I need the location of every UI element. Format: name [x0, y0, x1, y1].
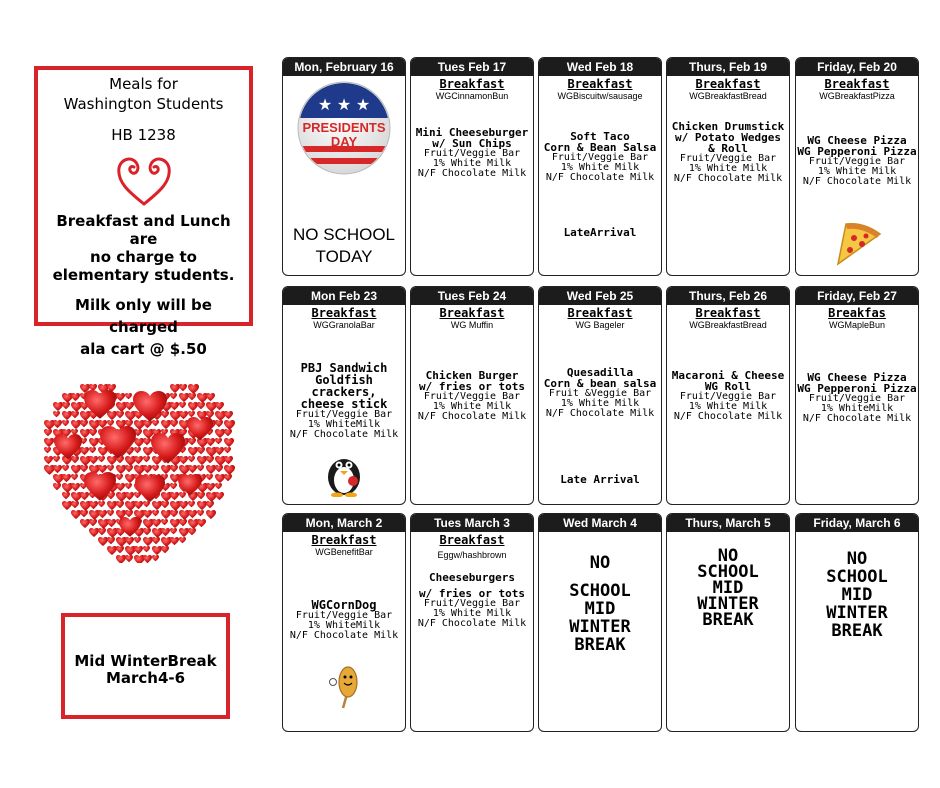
small-heart-icon [143, 555, 152, 563]
small-heart-icon [197, 492, 205, 499]
small-heart-icon [98, 465, 107, 473]
breakfast-item: WGBreakfastBread [689, 91, 767, 101]
penguin-icon [321, 449, 367, 497]
small-heart-icon [188, 438, 196, 445]
small-heart-icon [80, 519, 90, 528]
small-heart-icon [206, 510, 216, 519]
small-heart-icon [62, 492, 70, 499]
small-heart-icon [80, 429, 90, 438]
small-heart-icon [107, 510, 114, 516]
small-heart-icon [188, 402, 198, 411]
breakfast-item: WGBiscuitw/sausage [557, 91, 643, 101]
small-heart-icon [134, 546, 143, 554]
small-heart-icon [134, 492, 141, 498]
lunch-sides: Fruit/Veggie Bar 1% WhiteMilk N/F Chocolate Milk [289, 610, 399, 641]
small-heart-icon [161, 519, 168, 525]
small-heart-icon [224, 465, 235, 475]
small-heart-icon [116, 411, 124, 418]
day-card-tue-feb-24 [410, 286, 534, 505]
lunch-entree: Soft Taco Corn & Bean Salsa [543, 130, 657, 154]
no-school-break-note: NO SCHOOL MID WINTER BREAK [697, 546, 759, 630]
small-heart-icon [197, 402, 205, 409]
small-heart-icon [80, 465, 88, 472]
swirl-heart-icon [109, 152, 179, 208]
small-heart-icon [152, 555, 159, 561]
corndog-icon [327, 664, 363, 710]
small-heart-icon [152, 546, 162, 555]
day-card-wed-feb-25 [538, 286, 662, 505]
small-heart-icon [80, 492, 89, 500]
small-heart-icon [116, 393, 125, 401]
small-heart-icon [98, 537, 108, 546]
small-heart-icon [125, 555, 133, 562]
no-school-break-note: NO SCHOOL MID WINTER BREAK [826, 549, 888, 641]
small-heart-icon [143, 456, 150, 462]
lunch-entree: WGCornDog [311, 598, 377, 612]
small-heart-icon [206, 474, 213, 480]
lunch-sides: Fruit/Veggie Bar 1% White Milk N/F Chocolate Milk [673, 153, 783, 184]
small-heart-icon [62, 402, 70, 409]
breakfast-label: Breakfast [567, 306, 633, 320]
small-heart-icon [134, 438, 144, 447]
small-heart-icon [143, 447, 153, 456]
small-heart-icon [161, 528, 170, 536]
small-heart-icon [224, 456, 233, 464]
breakfast-item: WG Muffin [450, 320, 494, 330]
small-heart-icon [161, 411, 169, 418]
day-header: Tues March 3 [411, 514, 533, 532]
small-heart-icon [125, 510, 133, 517]
small-heart-icon [206, 465, 216, 474]
small-heart-icon [170, 393, 177, 399]
lunch-entree: Macaroni & Cheese WG Roll [671, 369, 785, 393]
small-heart-icon [125, 402, 134, 410]
lunch-sides: Fruit/Veggie Bar 1% White Milk N/F Chocolate Milk [545, 152, 655, 183]
small-heart-icon [197, 465, 204, 471]
small-heart-icon [143, 465, 152, 473]
small-heart-icon [224, 438, 234, 447]
small-heart-icon [197, 519, 206, 527]
winter-break-notice: Mid WinterBreak March4-6 [61, 613, 230, 719]
breakfast-item: WGGranolaBar [313, 320, 375, 330]
small-heart-icon [161, 420, 171, 429]
day-card-fri-mar-6 [795, 513, 919, 732]
small-heart-icon [152, 501, 162, 510]
small-heart-icon [71, 483, 80, 491]
small-heart-icon [152, 537, 160, 544]
day-card-thu-mar-5 [666, 513, 790, 732]
breakfast-label: Breakfast [567, 77, 633, 91]
small-heart-icon [71, 456, 79, 463]
small-heart-icon [143, 438, 151, 445]
lunch-entree: Chicken Drumstick w/ Potato Wedges & Roll [671, 120, 785, 155]
small-heart-icon [224, 429, 232, 436]
info-title: Meals for Washington Students [63, 75, 224, 113]
breakfast-label: Breakfast [439, 533, 505, 547]
small-heart-icon [44, 438, 54, 447]
badge-line1: PRESIDENTS [302, 120, 386, 135]
small-heart-icon [125, 393, 132, 399]
lunch-sides: Fruit/Veggie Bar 1% WhiteMilk N/F Chocolate Milk [802, 393, 912, 424]
small-heart-icon [125, 465, 133, 472]
small-heart-icon [170, 519, 180, 528]
small-heart-icon [143, 510, 152, 518]
small-heart-icon [152, 519, 161, 527]
small-heart-icon [44, 429, 52, 436]
small-heart-icon [224, 474, 232, 481]
small-heart-icon [215, 483, 222, 489]
lunch-entree: WG Cheese Pizza WG Pepperoni Pizza [797, 134, 917, 158]
day-card-thu-feb-26 [666, 286, 790, 505]
small-heart-icon [170, 402, 179, 410]
small-heart-icon [98, 447, 108, 456]
small-heart-icon [188, 510, 197, 518]
small-heart-icon [98, 456, 105, 462]
small-heart-icon [80, 447, 89, 455]
small-heart-icon [71, 420, 81, 429]
day-card-mon-mar-2 [282, 513, 406, 732]
small-heart-icon [179, 492, 186, 498]
small-heart-icon [71, 510, 81, 519]
small-heart-icon [206, 483, 215, 491]
lunch-sides: Fruit/Veggie Bar 1% WhiteMilk N/F Chocolate Milk [289, 409, 399, 440]
day-header: Mon, March 2 [283, 514, 405, 532]
day-header: Wed Feb 18 [539, 58, 661, 76]
small-heart-icon [107, 501, 117, 510]
small-heart-icon [143, 420, 152, 428]
breakfast-label: Breakfast [695, 306, 761, 320]
small-heart-icon [125, 492, 134, 500]
day-header: Friday, Feb 27 [796, 287, 918, 305]
small-heart-icon [116, 546, 124, 553]
small-heart-icon [71, 393, 80, 401]
small-heart-icon [107, 537, 115, 544]
no-school-note: NO SCHOOL TODAY [292, 225, 396, 266]
info-description: Breakfast and Lunch are no charge to elementary students. [52, 212, 235, 284]
small-heart-icon [107, 411, 117, 420]
small-heart-icon [116, 465, 126, 474]
bill-number: HB 1238 [111, 126, 176, 144]
day-header: Wed March 4 [539, 514, 661, 532]
small-heart-icon [89, 519, 97, 526]
small-heart-icon [71, 465, 81, 474]
svg-text:★: ★ [317, 95, 333, 114]
small-heart-icon [152, 456, 162, 465]
small-heart-icon [89, 528, 99, 537]
small-heart-icon [224, 447, 231, 453]
day-header: Tues Feb 24 [411, 287, 533, 305]
small-heart-icon [224, 411, 233, 419]
breakfast-label: Breakfas [828, 306, 886, 320]
small-heart-icon [215, 420, 223, 427]
small-heart-icon [152, 465, 159, 471]
svg-text:★: ★ [355, 95, 371, 114]
small-heart-icon [206, 456, 214, 463]
day-card-wed-feb-18 [538, 57, 662, 276]
day-card-wed-mar-4 [538, 513, 662, 732]
small-heart-icon [197, 510, 204, 516]
small-heart-icon [206, 501, 214, 508]
day-card-fri-feb-20 [795, 57, 919, 276]
breakfast-item: WGBenefitBar [315, 547, 373, 557]
late-arrival-note: LateArrival [563, 226, 637, 239]
small-heart-icon [143, 537, 153, 546]
lunch-sides: Fruit/Veggie Bar 1% White Milk N/F Chocolate Milk [673, 391, 783, 422]
small-heart-icon [215, 465, 223, 472]
small-heart-icon [53, 402, 63, 411]
day-card-mon-feb-16 [282, 57, 406, 276]
day-header: Tues Feb 17 [411, 58, 533, 76]
day-header: Friday, Feb 20 [796, 58, 918, 76]
small-heart-icon [161, 501, 169, 508]
small-heart-icon [179, 402, 186, 408]
small-heart-icon [179, 537, 186, 543]
small-heart-icon [44, 447, 51, 453]
day-card-mon-feb-23 [282, 286, 406, 505]
milk-note: Milk only will be charged ala cart @ $.50 [75, 296, 212, 358]
breakfast-item: WGBreakfastPizza [819, 91, 895, 101]
small-heart-icon [188, 501, 195, 507]
small-heart-icon [134, 456, 143, 464]
breakfast-label: Breakfast [311, 306, 377, 320]
small-heart-icon [107, 519, 116, 527]
small-heart-icon [116, 483, 125, 491]
breakfast-label: Breakfast [824, 77, 890, 91]
small-heart-icon [170, 492, 179, 500]
small-heart-icon [170, 537, 179, 545]
small-heart-icon [53, 483, 61, 490]
small-heart-icon [170, 483, 177, 489]
lunch-sides: Fruit &Veggie Bar 1% White Milk N/F Chocolate Milk [545, 388, 655, 419]
small-heart-icon [89, 501, 98, 509]
small-heart-icon [107, 420, 114, 426]
day-header: Thurs, Feb 19 [667, 58, 789, 76]
day-card-tue-feb-17 [410, 57, 534, 276]
lunch-entree: Cheeseburgers w/ fries or tots [419, 571, 525, 600]
breakfast-label: Breakfast [439, 77, 505, 91]
small-heart-icon [143, 546, 150, 552]
small-heart-icon [62, 501, 72, 510]
hearts-cluster-icon [40, 378, 240, 563]
no-school-break-note: NO SCHOOL MID WINTER BREAK [569, 553, 631, 655]
small-heart-icon [197, 501, 207, 510]
small-heart-icon [170, 420, 178, 427]
small-heart-icon [89, 438, 99, 447]
breakfast-label: Breakfast [439, 306, 505, 320]
small-heart-icon [215, 474, 225, 483]
small-heart-icon [161, 546, 169, 553]
small-heart-icon [53, 420, 62, 428]
small-heart-icon [98, 510, 107, 518]
small-heart-icon [188, 528, 196, 535]
breakfast-item: WGBreakfastBread [689, 320, 767, 330]
small-heart-icon [215, 429, 225, 438]
breakfast-label: Breakfast [695, 77, 761, 91]
small-heart-icon [62, 465, 69, 471]
day-header: Wed Feb 25 [539, 287, 661, 305]
day-header: Friday, March 6 [796, 514, 918, 532]
small-heart-icon [188, 465, 197, 473]
small-heart-icon [170, 384, 180, 393]
day-header: Mon, February 16 [283, 58, 405, 76]
small-heart-icon [107, 456, 117, 465]
day-card-fri-feb-27 [795, 286, 919, 505]
small-heart-icon [116, 555, 126, 563]
lunch-entree: Mini Cheeseburger w/ Sun Chips [415, 126, 529, 150]
small-heart-icon [125, 537, 134, 545]
small-heart-icon [62, 420, 69, 426]
small-heart-icon [188, 447, 198, 456]
lunch-sides: Fruit/Veggie Bar 1% White Milk N/F Chocolate Milk [417, 148, 527, 179]
small-heart-icon [62, 411, 72, 420]
small-heart-icon [170, 528, 177, 534]
breakfast-label: Breakfast [311, 533, 377, 547]
lunch-entree: Quesadilla Corn & bean salsa [543, 366, 657, 390]
small-heart-icon [179, 384, 187, 391]
small-heart-icon [80, 420, 88, 427]
day-card-tue-mar-3 [410, 513, 534, 732]
info-panel [34, 66, 253, 358]
day-header: Mon Feb 23 [283, 287, 405, 305]
day-header: Thurs, March 5 [667, 514, 789, 532]
breakfast-item: WGMapleBun [828, 320, 886, 330]
small-heart-icon [161, 510, 171, 519]
small-heart-icon [143, 501, 150, 507]
small-heart-icon [44, 456, 53, 464]
small-heart-icon [215, 402, 224, 410]
small-heart-icon [134, 537, 141, 543]
small-heart-icon [71, 411, 79, 418]
small-heart-icon [53, 411, 60, 417]
small-heart-icon [197, 456, 207, 465]
small-heart-icon [206, 438, 215, 446]
small-heart-icon [71, 474, 78, 480]
small-heart-icon [224, 420, 235, 430]
lunch-entree: Chicken Burger w/ fries or tots [419, 369, 525, 393]
small-heart-icon [125, 483, 132, 489]
small-heart-icon [152, 420, 159, 426]
small-heart-icon [170, 465, 178, 472]
small-heart-icon [107, 546, 117, 555]
lunch-entree: PBJ Sandwich Goldfish crackers, cheese stick [300, 361, 388, 411]
small-heart-icon [188, 393, 196, 400]
small-heart-icon [161, 465, 171, 474]
small-heart-icon [215, 492, 224, 500]
day-header: Thurs, Feb 26 [667, 287, 789, 305]
lunch-sides: Fruit/Veggie Bar 1% White Milk N/F Chocolate Milk [417, 598, 527, 629]
small-heart-icon [179, 393, 189, 402]
svg-text:★: ★ [336, 95, 352, 114]
small-heart-icon [134, 447, 141, 453]
day-card-thu-feb-19 [666, 57, 790, 276]
small-heart-icon [62, 474, 71, 482]
small-heart-icon [89, 429, 97, 436]
small-heart-icon [80, 510, 88, 517]
small-heart-icon [152, 510, 159, 516]
small-heart-icon [143, 528, 151, 535]
pizza-slice-icon [832, 216, 884, 268]
small-heart-icon [179, 411, 188, 419]
small-heart-icon [134, 501, 143, 509]
small-heart-icon [107, 465, 114, 471]
small-heart-icon [71, 501, 79, 508]
small-heart-icon [215, 447, 224, 455]
small-heart-icon [116, 474, 123, 480]
small-heart-icon [53, 465, 62, 473]
lunch-sides: Fruit/Veggie Bar 1% White Milk N/F Chocolate Milk [802, 156, 912, 187]
badge-line2: DAY [330, 134, 358, 149]
small-heart-icon [179, 456, 188, 464]
small-heart-icon [188, 411, 195, 417]
small-heart-icon [179, 519, 187, 526]
small-heart-icon [170, 510, 178, 517]
small-heart-icon [215, 438, 222, 444]
breakfast-item: WGCinnamonBun [435, 91, 509, 101]
breakfast-item: Eggw/hashbrown [437, 550, 507, 560]
breakfast-item: WG Bageler [575, 320, 625, 330]
small-heart-icon [116, 501, 124, 508]
late-arrival-note: Late Arrival [560, 473, 640, 486]
small-heart-icon [125, 474, 135, 483]
lunch-sides: Fruit/Veggie Bar 1% White Milk N/F Chocolate Milk [417, 391, 527, 422]
small-heart-icon [197, 447, 205, 454]
small-heart-icon [53, 456, 60, 462]
small-heart-icon [179, 501, 188, 509]
small-heart-icon [188, 384, 199, 394]
small-heart-icon [179, 528, 189, 537]
small-heart-icon [89, 447, 96, 453]
small-heart-icon [188, 456, 195, 462]
small-heart-icon [89, 456, 98, 464]
small-heart-icon [98, 528, 106, 535]
small-heart-icon [98, 501, 105, 507]
lunch-entree: WG Cheese Pizza WG Pepperoni Pizza [797, 371, 917, 395]
presidents-day-badge-icon [286, 80, 402, 176]
small-heart-icon [206, 393, 215, 401]
